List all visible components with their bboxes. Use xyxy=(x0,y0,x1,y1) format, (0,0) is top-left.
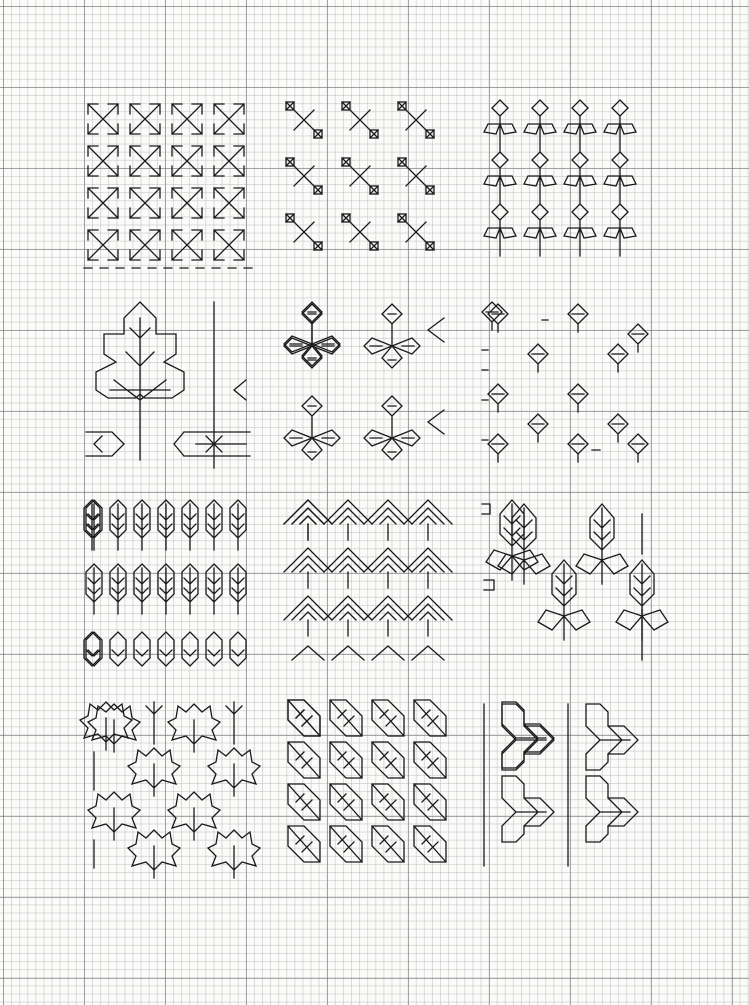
pattern-crosses-with-boxes xyxy=(284,100,452,270)
pattern-maple-leaves xyxy=(84,700,252,870)
leaf-sprig-icon xyxy=(482,500,650,670)
maple-leaf-icon xyxy=(84,700,252,870)
trefoil-icon xyxy=(482,700,650,870)
pattern-scattered-leaves xyxy=(482,300,650,470)
pattern-leaf-sprigs xyxy=(482,500,650,670)
leaf-rosette-icon xyxy=(284,300,452,470)
wheat-ear-icon xyxy=(84,500,252,670)
crossed-arrows-icon xyxy=(84,100,252,270)
pattern-dense-leaves xyxy=(284,700,452,870)
boxed-cross-icon xyxy=(284,100,452,270)
small-leaf-icon xyxy=(482,300,650,470)
pattern-trefoil-border xyxy=(482,700,650,870)
pattern-crossed-arrows xyxy=(84,100,252,270)
chevron-leaf-icon xyxy=(284,500,452,670)
pattern-leaf-rosettes xyxy=(284,300,452,470)
pattern-wheat-ears xyxy=(84,500,252,670)
leaf-tile-icon xyxy=(284,700,452,870)
large-leaf-icon xyxy=(84,300,252,470)
pattern-chevron-leaves xyxy=(284,500,452,670)
pattern-large-leaf xyxy=(84,300,252,470)
pattern-vine-leaves xyxy=(482,100,650,270)
vine-leaf-icon xyxy=(482,100,650,270)
